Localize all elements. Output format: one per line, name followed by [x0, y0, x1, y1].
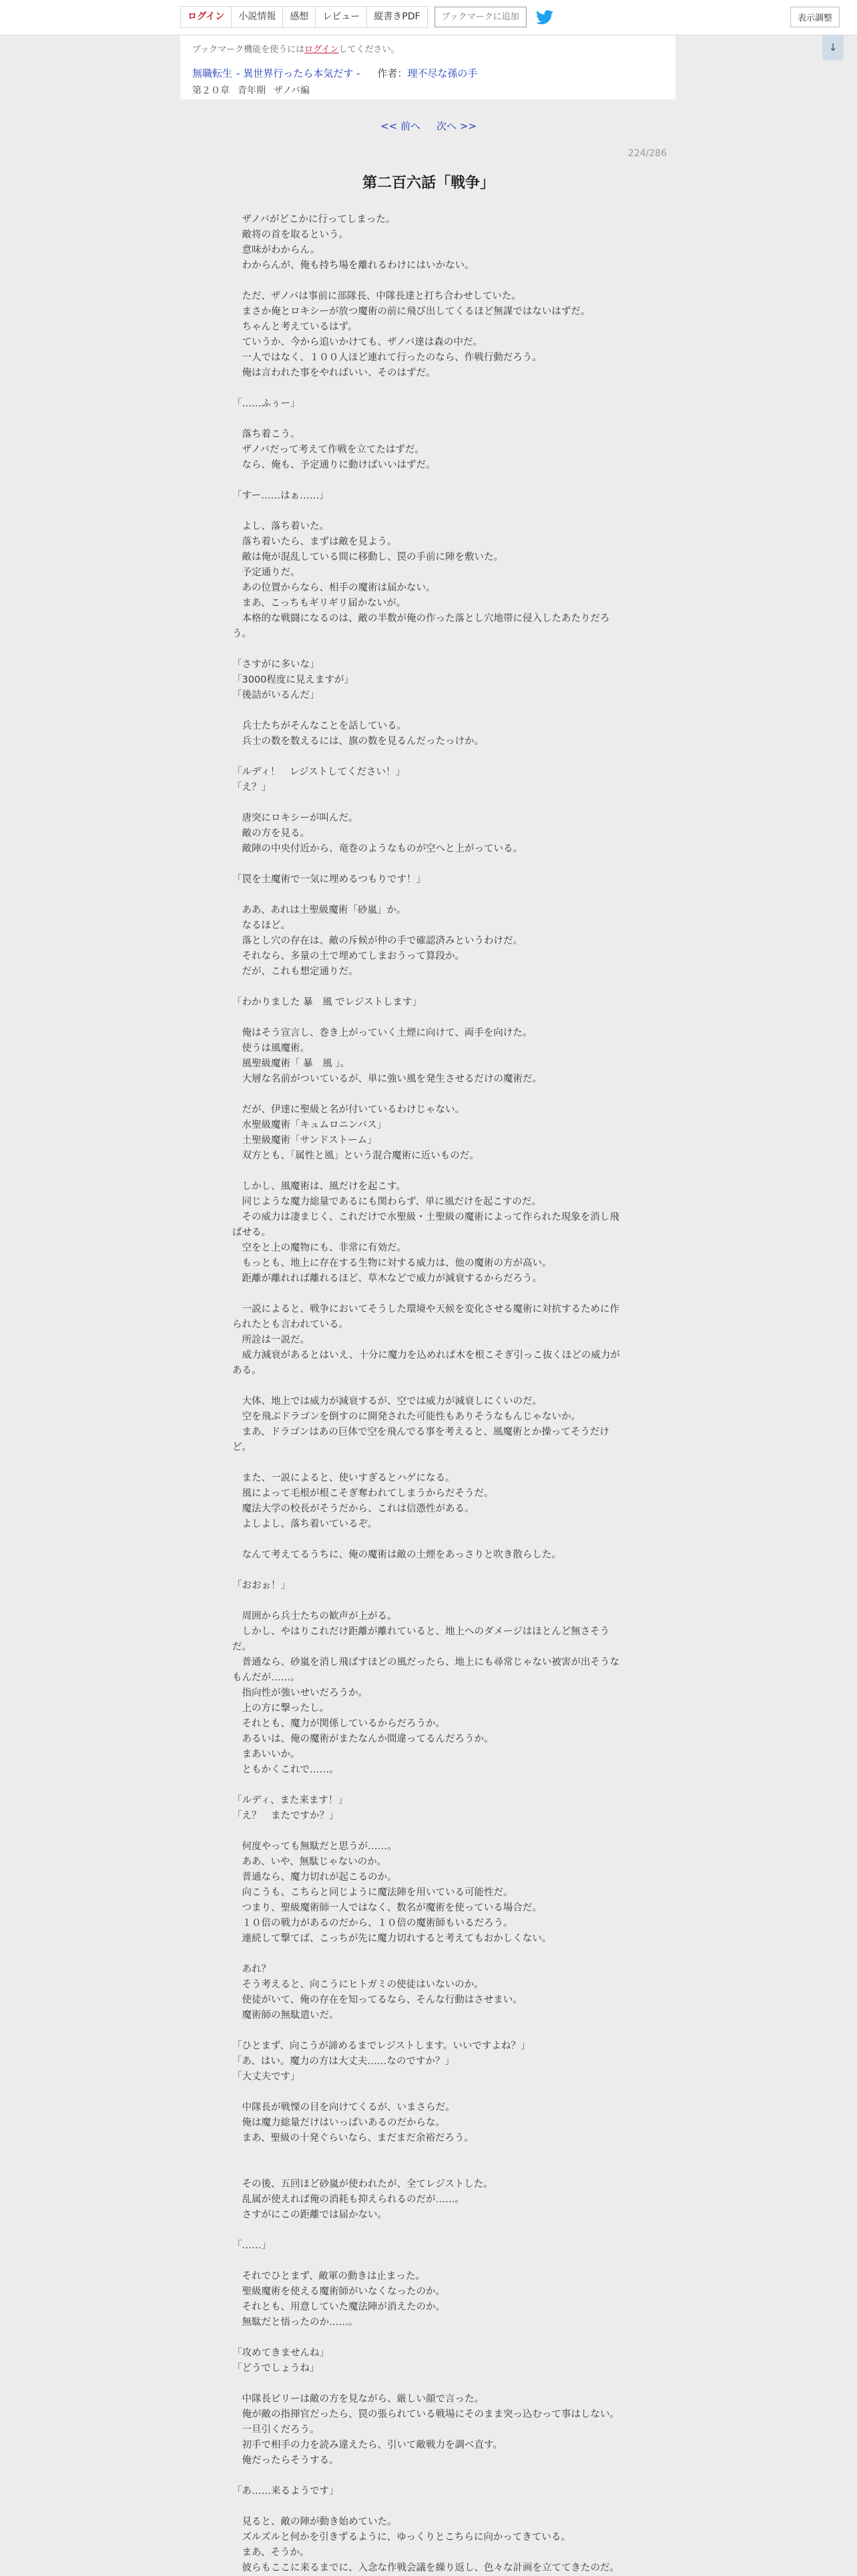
- body-line: 「あ、はい。魔力の方は大丈夫……なのですか？」: [232, 2056, 455, 2067]
- body-line: 大体、地上では威力が減衰するが、空では威力が減衰しにくいのだ。: [232, 1396, 542, 1407]
- body-line: だが、伊達に聖級と名が付いているわけじゃない。: [232, 1104, 465, 1115]
- body-line: [232, 1532, 626, 1548]
- body-line: 敵の方を見る。: [232, 828, 310, 839]
- body-line: 使うは風魔術。: [232, 1043, 310, 1054]
- body-line: 普通なら、魔力切れが起こるのか。: [232, 1872, 397, 1883]
- body-line: [232, 381, 626, 396]
- body-line: [232, 2469, 626, 2484]
- body-line: その後、五回ほど砂嵐が使われたが、全てレジストした。: [232, 2179, 493, 2190]
- body-line: 兵士たちがそんなことを話している。: [232, 721, 406, 731]
- body-line: 落ち着こう。: [232, 429, 300, 440]
- chapter-breadcrumb: [192, 83, 318, 97]
- body-line: 無駄だと悟ったのか……。: [232, 2317, 358, 2328]
- top-bar: [0, 0, 857, 35]
- body-line: わからんが、俺も持ち場を離れるわけにはいかない。: [232, 260, 475, 271]
- body-line: 一説によると、戦争においてそうした環境や天候を変化させる魔術に対抗するために作られたとも言われている。: [232, 1304, 619, 1330]
- episode-progress: 224/286: [627, 148, 667, 159]
- vertical-pdf-link[interactable]: 縦書きPDF: [366, 6, 427, 28]
- body-line: 一人ではなく、１００人ほど連れて行ったのなら、作戦行動だろう。: [232, 352, 542, 363]
- body-line: さすがにこの距離では届かない。: [232, 2210, 387, 2220]
- prev-episode-link[interactable]: << 前へ: [380, 120, 420, 132]
- chapter-title: 第二百六話「戦争」: [362, 175, 495, 192]
- body-line: [232, 749, 626, 765]
- body-line: 中隊長ビリーは敵の方を見ながら、厳しい顔で言った。: [232, 2394, 484, 2404]
- chapter-number: 第２０章: [192, 85, 230, 96]
- body-line: 俺はそう宣言し、巻き上がっていく土煙に向けて、両手を向けた。: [232, 1028, 533, 1038]
- body-line: [232, 1947, 626, 1962]
- body-line: つまり、聖級魔術師一人ではなく、数名が魔術を使っている場合だ。: [232, 1903, 542, 1913]
- body-line: [232, 2023, 626, 2039]
- body-line: 「3000程度に見えますが」: [232, 675, 354, 685]
- body-line: 「ひとまず、向こうが諦めるまでレジストします。いいですよね？」: [232, 2041, 531, 2051]
- body-line: 空を飛ぶドラゴンを倒すのに開発された可能性もありそうなもんじゃないか。: [232, 1411, 581, 1422]
- body-line: 兵士の数を数えるには、旗の数を見るんだったっけか。: [232, 736, 484, 747]
- top-nav: [180, 6, 553, 28]
- body-line: また、一説によると、使いすぎるとハゲになる。: [232, 1473, 455, 1484]
- body-line: 双方とも、「属性と風」という混合魔術に近いものだ。: [232, 1151, 479, 1161]
- body-line: 初手で相手の力を読み違えたら、引いて敵戦力を調べ直す。: [232, 2440, 503, 2451]
- novel-subtitle-link[interactable]: - 異世界行ったら本気だす -: [236, 67, 360, 79]
- body-line: [232, 857, 626, 872]
- body-line: 風によって毛根が根こそぎ奪われてしまうからだそうだ。: [232, 1488, 494, 1499]
- next-episode-link[interactable]: 次へ >>: [437, 120, 477, 132]
- arc-name: 青年期: [238, 85, 266, 96]
- body-line: 何度やっても無駄だと思うが……。: [232, 1841, 397, 1852]
- body-line: [232, 888, 626, 903]
- body-line: まあ、ドラゴンはあの巨体で空を飛んでる事を考えると、風魔術とか操ってそうだけど。: [232, 1427, 609, 1453]
- body-line: 予定通りだ。: [232, 567, 300, 578]
- body-line: ザノバがどこかに行ってしまった。: [232, 214, 396, 225]
- novel-title-row: [192, 66, 477, 80]
- body-line: 唐突にロキシーが叫んだ。: [232, 813, 358, 824]
- body-line: [232, 504, 626, 519]
- body-line: 「ルディ！ レジストしてください！」: [232, 767, 406, 777]
- bookmark-notice-suffix: してください。: [338, 45, 400, 55]
- body-line: 聖級魔術を使える魔術師がいなくなったのか。: [232, 2286, 445, 2297]
- body-line: もっとも、地上に存在する生物に対する威力は、他の魔術の方が高い。: [232, 1258, 552, 1269]
- body-line: 「おおぉ！」: [232, 1580, 290, 1591]
- subarc-name: ザノバ編: [274, 85, 310, 96]
- body-line: 敵将の首を取るという。: [232, 230, 348, 240]
- body-line: [232, 642, 626, 657]
- body-line: [232, 2085, 626, 2100]
- body-line: 彼らもここに来るまでに、入念な作戦会議を繰り返し、色々な計画を立ててきたのだ。: [232, 2563, 619, 2573]
- body-line: 水聖級魔術「キュムロニンバス」: [232, 1120, 386, 1131]
- body-line: [232, 2146, 626, 2162]
- body-line: 「あ……来るようです」: [232, 2486, 339, 2497]
- body-line: 向こうも、こちらと同じように魔法陣を用いている可能性だ。: [232, 1887, 513, 1898]
- body-line: 威力減衰があるとはいえ、十分に魔力を込めれば木を根こそぎ引っこ抜くほどの威力がある。: [232, 1350, 620, 1376]
- body-line: [232, 473, 626, 489]
- body-line: 魔術師の無駄遣いだ。: [232, 2010, 339, 2021]
- body-line: ああ、あれは土聖級魔術「砂嵐」か。: [232, 905, 406, 916]
- body-line: だが、これも想定通りだ。: [232, 966, 358, 977]
- body-line: 中隊長が戦慄の目を向けてくるが、いまさらだ。: [232, 2102, 455, 2113]
- body-line: [232, 412, 626, 427]
- body-line: ちゃんと考えているはず。: [232, 322, 358, 332]
- body-line: 上の方に撃ったし。: [232, 1703, 329, 1714]
- body-line: よしよし、落ち着いているぞ。: [232, 1519, 378, 1530]
- body-line: 「攻めてきませんね」: [232, 2348, 329, 2358]
- twitter-bird-icon[interactable]: [536, 10, 553, 25]
- body-line: [232, 1287, 626, 1302]
- novel-info-link[interactable]: 小説情報: [231, 6, 282, 28]
- body-line: 所詮は一説だ。: [232, 1335, 310, 1345]
- series-title-link[interactable]: 無職転生: [192, 67, 233, 79]
- body-line: 「え？ またですか？」: [232, 1811, 339, 1821]
- body-line: [232, 1778, 626, 1793]
- body-line: [232, 795, 626, 811]
- body-line: まあいいか。: [232, 1749, 300, 1760]
- body-line: 「……」: [232, 2240, 271, 2251]
- body-line: 俺だったらそうする。: [232, 2455, 339, 2466]
- body-line: [232, 2254, 626, 2269]
- body-line: ともかくこれで……。: [232, 1764, 339, 1775]
- body-line: [232, 274, 626, 289]
- body-line: それなら、多量の土で埋めてしまおうって算段か。: [232, 951, 465, 962]
- body-line: 連続して撃てば、こっちが先に魔力切れすると考えてもおかしくない。: [232, 1933, 552, 1944]
- body-line: 周囲から兵士たちの歓声が上がる。: [232, 1611, 397, 1622]
- body-line: 普通なら、砂嵐を消し飛ばすほどの風だったら、地上にも尋常じゃない被害が出そうなもんだが……。: [232, 1657, 619, 1683]
- body-line: まあ、そうか。: [232, 2547, 310, 2558]
- body-line: 意味がわからん。: [232, 245, 320, 256]
- bookmark-notice-prefix: ブックマーク機能を使うには: [192, 45, 305, 55]
- display-settings-button[interactable]: 表示調整: [790, 7, 840, 27]
- body-line: 乱属が使えれば俺の消耗も抑えられるのだが……。: [232, 2194, 465, 2205]
- body-line: 「罠を土魔術で一気に埋めるつもりです！」: [232, 874, 426, 885]
- body-line: なら、俺も、予定通りに動けばいいはずだ。: [232, 460, 436, 470]
- body-line: ザノバだって考えて作戦を立てたはずだ。: [232, 444, 424, 455]
- body-line: [232, 1594, 626, 1609]
- body-line: [232, 2223, 626, 2238]
- body-line: ああ、いや、無駄じゃないのか。: [232, 1857, 387, 1867]
- login-link[interactable]: ログイン: [180, 6, 231, 28]
- impression-link[interactable]: 感想: [282, 6, 315, 28]
- body-line: ただ、ザノバは事前に部隊長、中隊長達と打ち合わせしていた。: [232, 291, 521, 302]
- body-line: 「わかりました 暴 風 でレジストします」: [232, 997, 422, 1008]
- body-line: 俺は魔力総量だけはいっぱいあるのだからな。: [232, 2118, 445, 2128]
- body-line: [232, 1379, 626, 1394]
- review-link[interactable]: レビュー: [315, 6, 366, 28]
- body-line: [232, 2330, 626, 2346]
- body-line: 本格的な戦闘になるのは、敵の半数が俺の作った落とし穴地帯に侵入したあたりだろう。: [232, 613, 610, 639]
- body-line: 敵陣の中央付近から、竜巻のようなものが空へと上がっている。: [232, 844, 523, 854]
- episode-pager: [0, 119, 857, 133]
- body-line: あるいは、俺の魔術がまたなんか間違ってるんだろうか。: [232, 1734, 494, 1744]
- arrow-down-icon: ↓: [828, 41, 838, 53]
- scroll-to-top-button[interactable]: [822, 35, 844, 60]
- novel-body-text: [232, 212, 626, 2576]
- body-line: まさか俺とロキシーが放つ魔術の前に飛び出してくるほど無謀ではないはずだ。: [232, 306, 591, 317]
- body-line: [232, 2499, 626, 2515]
- body-line: ズルズルと何かを引きずるように、ゆっくりとこちらに向かってきている。: [232, 2532, 571, 2543]
- novel-header: [180, 35, 675, 99]
- body-line: [232, 1010, 626, 1026]
- author-label: 作者：: [377, 67, 408, 79]
- body-line: 「どうでしょうね」: [232, 2363, 320, 2374]
- body-line: 土聖級魔術「サンドストーム」: [232, 1135, 377, 1146]
- body-line: それとも、用意していた魔法陣が消えたのか。: [232, 2302, 445, 2312]
- body-line: 「後詰がいるんだ」: [232, 690, 320, 701]
- body-line: [232, 1824, 626, 1839]
- body-line: それとも、魔力が関係しているからだろうか。: [232, 1718, 445, 1729]
- body-line: 「……ふぅー」: [232, 398, 300, 409]
- body-line: 空をと上の魔物にも、非常に有効だ。: [232, 1243, 406, 1253]
- body-line: [232, 1563, 626, 1578]
- body-line: 落とし穴の存在は、敵の斥候が仲の手で確認済みというわけだ。: [232, 936, 523, 946]
- body-line: 指向性が強いせいだろうか。: [232, 1688, 368, 1698]
- body-line: 距離が離れれば離れるほど、草木などで威力が減衰するからだろう。: [232, 1273, 542, 1284]
- body-line: それでひとまず、敵軍の動きは止まった。: [232, 2271, 425, 2282]
- body-line: [232, 2376, 626, 2392]
- body-line: [232, 703, 626, 719]
- bookmark-login-link[interactable]: ログイン: [304, 45, 339, 55]
- body-line: しかし、風魔術は、風だけを起こす。: [232, 1181, 406, 1192]
- body-line: [232, 1087, 626, 1102]
- body-line: １０倍の戦力があるのだから、１０倍の魔術師もいるだろう。: [232, 1918, 513, 1929]
- body-line: [232, 980, 626, 995]
- body-line: 大層な名前がついているが、単に強い風を発生させるだけの魔術だ。: [232, 1074, 542, 1084]
- body-line: [232, 1456, 626, 1471]
- body-line: なんて考えてるうちに、俺の魔術は敵の土煙をあっさりと吹き散らした。: [232, 1550, 561, 1560]
- body-line: その威力は凄まじく、これだけで水聖級・土聖級の魔術によって作られた現象を消し飛ばせる。: [232, 1212, 619, 1238]
- body-line: 「さすがに多いな」: [232, 659, 320, 670]
- body-line: 俺が敵の指揮官だったら、罠の張られている戦場にそのまま突っ込むって事はしない。: [232, 2409, 619, 2420]
- body-line: [232, 1164, 626, 1179]
- body-line: まあ、こっちもギリギリ届かないが。: [232, 598, 406, 609]
- author-link[interactable]: 理不尽な孫の手: [407, 67, 478, 79]
- body-line: 「すー……はぁ……」: [232, 491, 329, 501]
- body-line: 「え？」: [232, 782, 271, 793]
- body-line: なるほど。: [232, 920, 290, 931]
- body-line: そう考えると、向こうにヒトガミの使徒はいないのか。: [232, 1979, 484, 1990]
- body-line: あれ？: [232, 1964, 271, 1975]
- bookmark-notice: [192, 42, 399, 55]
- body-line: [232, 2162, 626, 2177]
- body-line: 風聖級魔術「 暴 風 」。: [232, 1058, 350, 1069]
- body-line: 同じような魔力総量であるにも関わらず、単に風だけを起こすのだ。: [232, 1197, 541, 1207]
- body-line: 落ち着いたら、まずは敵を見よう。: [232, 537, 397, 547]
- body-line: 使徒がいて、俺の存在を知ってるなら、そんな行動はさせまい。: [232, 1995, 523, 2005]
- body-line: しかし、やはりこれだけ距離が離れていると、地上へのダメージはほとんど無さそうだ。: [232, 1626, 610, 1652]
- body-line: 「大丈夫です」: [232, 2071, 300, 2082]
- body-line: 俺は言われた事をやればいい、そのはずだ。: [232, 368, 436, 378]
- body-line: 「ルディ、また来ます！」: [232, 1795, 348, 1806]
- add-bookmark-button[interactable]: ブックマークに追加: [435, 7, 527, 27]
- body-line: 魔法大学の校長がそうだから、これは信憑性がある。: [232, 1504, 475, 1514]
- body-line: まあ、聖級の十発ぐらいなら、まだまだ余裕だろう。: [232, 2133, 474, 2144]
- body-line: よし、落ち着いた。: [232, 521, 329, 532]
- body-line: 敵は俺が混乱している間に移動し、罠の手前に陣を敷いた。: [232, 552, 503, 563]
- body-line: 見ると、敵の陣が動き始めていた。: [232, 2517, 397, 2527]
- body-line: ていうか、今から追いかけても、ザノバ達は森の中だ。: [232, 337, 483, 348]
- body-line: 一旦引くだろう。: [232, 2425, 320, 2435]
- body-line: あの位置からなら、相手の魔術は届かない。: [232, 583, 436, 593]
